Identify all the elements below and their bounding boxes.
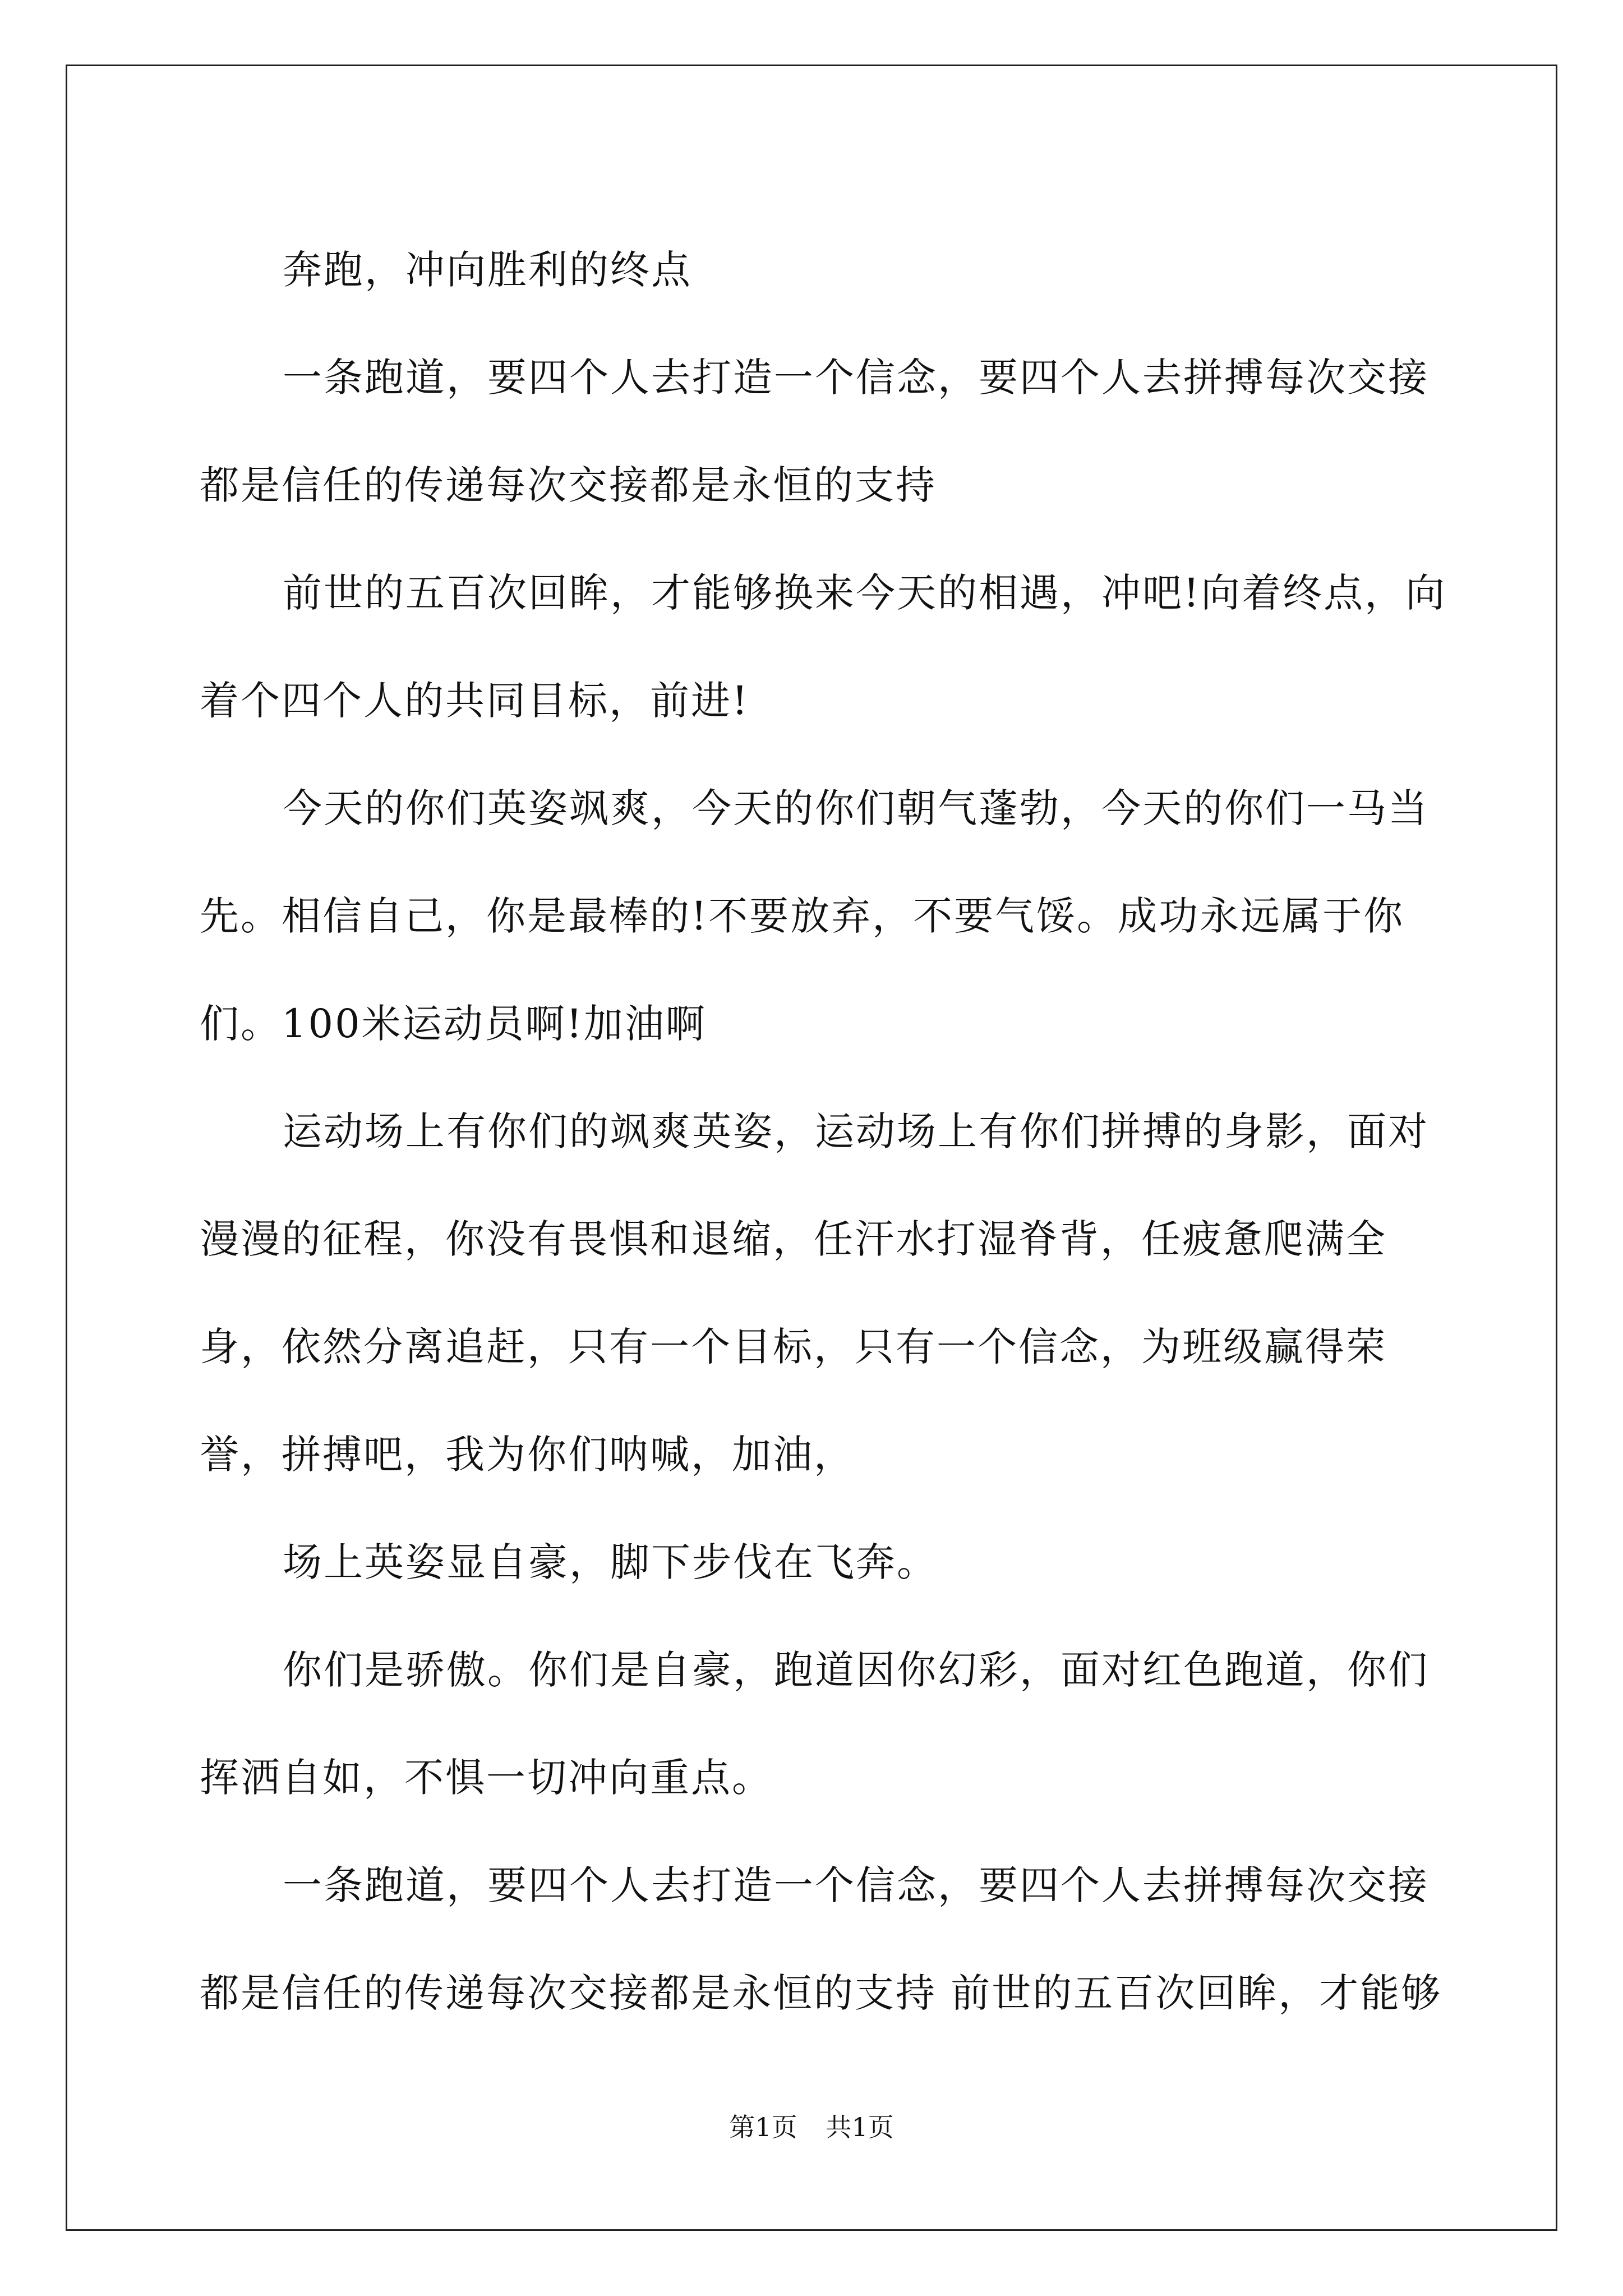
paragraph: 场上英姿显自豪，脚下步伐在飞奔。 <box>283 1539 938 1585</box>
paragraph: 前世的五百次回眸，才能够换来今天的相遇，冲吧!向着终点，向着个四个人的共同目标，前进! <box>200 570 1447 724</box>
page-total: 共1页 <box>826 2112 894 2142</box>
paragraph: 一条跑道，要四个人去打造一个信念，要四个人去拼搏每次交接都是信任的传递每次交接都是永恒的支持 <box>200 355 1429 508</box>
paragraph: 今天的你们英姿飒爽，今天的你们朝气蓬勃，今天的你们一马当先。相信自己，你是最棒的!不要放弃，不要气馁。成功永远属于你们。100米运动员啊!加油啊 <box>200 785 1429 1047</box>
paragraph: 运动场上有你们的飒爽英姿，运动场上有你们拼搏的身影，面对漫漫的征程，你没有畏惧和退缩，任汗水打湿脊背，任疲惫爬满全身，依然分离追赶，只有一个目标，只有一个信念，为班级赢得荣誉，拼搏吧，我为你们呐喊，加油， <box>200 1108 1429 1478</box>
page-footer <box>0 2110 1623 2144</box>
paragraph: 你们是骄傲。你们是自豪，跑道因你幻彩，面对红色跑道，你们挥洒自如，不惧一切冲向重点。 <box>200 1647 1429 1801</box>
page-number: 第1页 <box>729 2112 797 2142</box>
document-body <box>200 216 1467 2047</box>
paragraph-title: 奔跑，冲向胜利的终点 <box>283 247 692 293</box>
paragraph: 一条跑道，要四个人去打造一个信念，要四个人去拼搏每次交接都是信任的传递每次交接都是永恒的支持 前世的五百次回眸，才能够 <box>200 1862 1442 2016</box>
